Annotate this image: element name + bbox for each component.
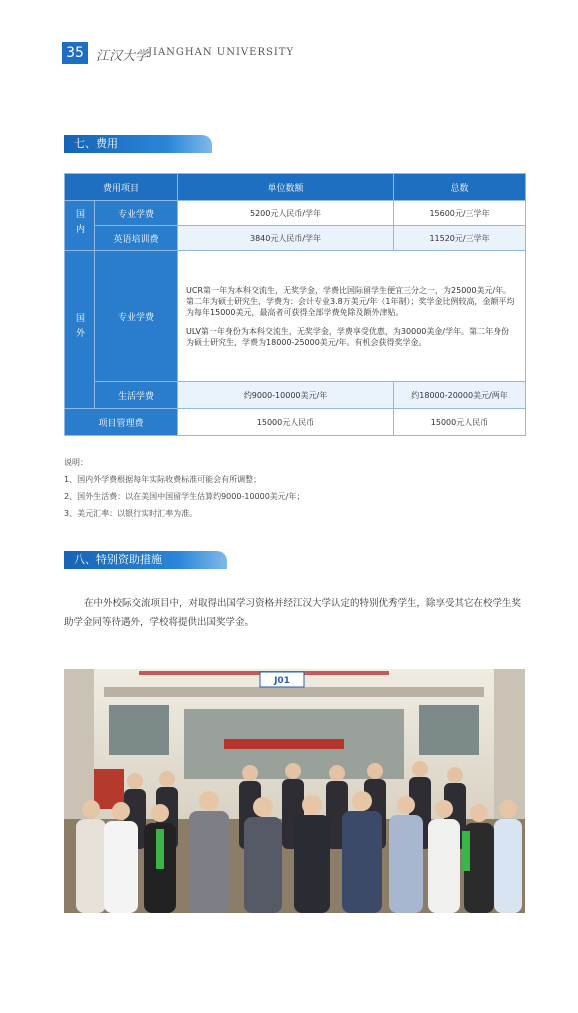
row-unit: 15000元人民币: [178, 409, 394, 436]
event-banner: [224, 739, 344, 749]
fee-notes: [64, 454, 304, 522]
group-photo: [64, 669, 525, 913]
table-row: [65, 226, 526, 251]
row-total: 11520元/三学年: [394, 226, 526, 251]
notes-title: 说明：: [64, 458, 88, 467]
note-item: 2、国外生活费：以在美国中国留学生估算约9000-10000美元/年；: [64, 492, 305, 501]
table-row: [65, 409, 526, 436]
group-photo-illustration: [64, 669, 525, 913]
col-header-total: 总数: [394, 174, 526, 201]
ucr-tuition-text: UCR第一年为本科交流生，无奖学金，学费比国际留学生便宜三分之一，为25000美元/年。第二年为硕士研究生，学费为：会计专业3.8万美元/年（1年制）；奖学金比例较高，金额平均为每年15000美元，最高者可获得全部学费免除及额外津贴。: [186, 285, 515, 317]
abroad-tuition-details: [178, 251, 526, 382]
row-unit: 5200元人民币/学年: [178, 201, 394, 226]
col-header-unit: 单位数额: [178, 174, 394, 201]
section-8-paragraph: 在中外校际交流项目中，对取得出国学习资格并经江汉大学认定的特别优秀学生，除享受其它在校学生奖助学金同等待遇外，学校将提供出国奖学金。: [64, 598, 522, 628]
section-7-title: 七、费用: [64, 135, 212, 153]
door-sign-text: J01: [274, 676, 290, 686]
category-domestic-label: 国内: [74, 209, 84, 239]
table-row: [65, 201, 526, 226]
fee-table-header-row: [65, 174, 526, 201]
row-unit: 3840元人民币/学年: [178, 226, 394, 251]
row-item: 生活学费: [95, 382, 178, 409]
row-item: 专业学费: [95, 201, 178, 226]
table-row: [65, 251, 526, 382]
note-item: 3、美元汇率：以银行实时汇率为准。: [64, 509, 198, 518]
col-header-item: 费用项目: [65, 174, 178, 201]
table-row: [65, 382, 526, 409]
university-logo-script: 江汉大学: [96, 49, 149, 64]
ulv-tuition-text: ULV第一年身份为本科交流生，无奖学金，学费享受优惠，为30000美金/学年。第二年身份为硕士研究生，学费为18000-25000美元/年。有机会获得奖学金。: [186, 326, 510, 347]
page-number: 35: [62, 42, 88, 64]
section-8-title: 八、特别资助措施: [64, 551, 227, 569]
category-abroad-label: 国外: [74, 313, 84, 343]
row-item-management: 项目管理费: [65, 409, 178, 436]
row-total: 15600元/三学年: [394, 201, 526, 226]
university-name: JIANGHAN UNIVERSITY: [148, 47, 295, 58]
page-header: [0, 0, 578, 70]
row-total: 约18000-20000美元/两年: [394, 382, 526, 409]
fee-table: [64, 173, 526, 436]
row-item: 专业学费: [95, 251, 178, 382]
row-total: 15000元人民币: [394, 409, 526, 436]
note-item: 1、国内外学费根据每年实际收费标准可能会有所调整；: [64, 475, 262, 484]
row-unit: 约9000-10000美元/年: [178, 382, 394, 409]
row-item: 英语培训费: [95, 226, 178, 251]
category-domestic: [65, 201, 95, 251]
category-abroad: [65, 251, 95, 409]
